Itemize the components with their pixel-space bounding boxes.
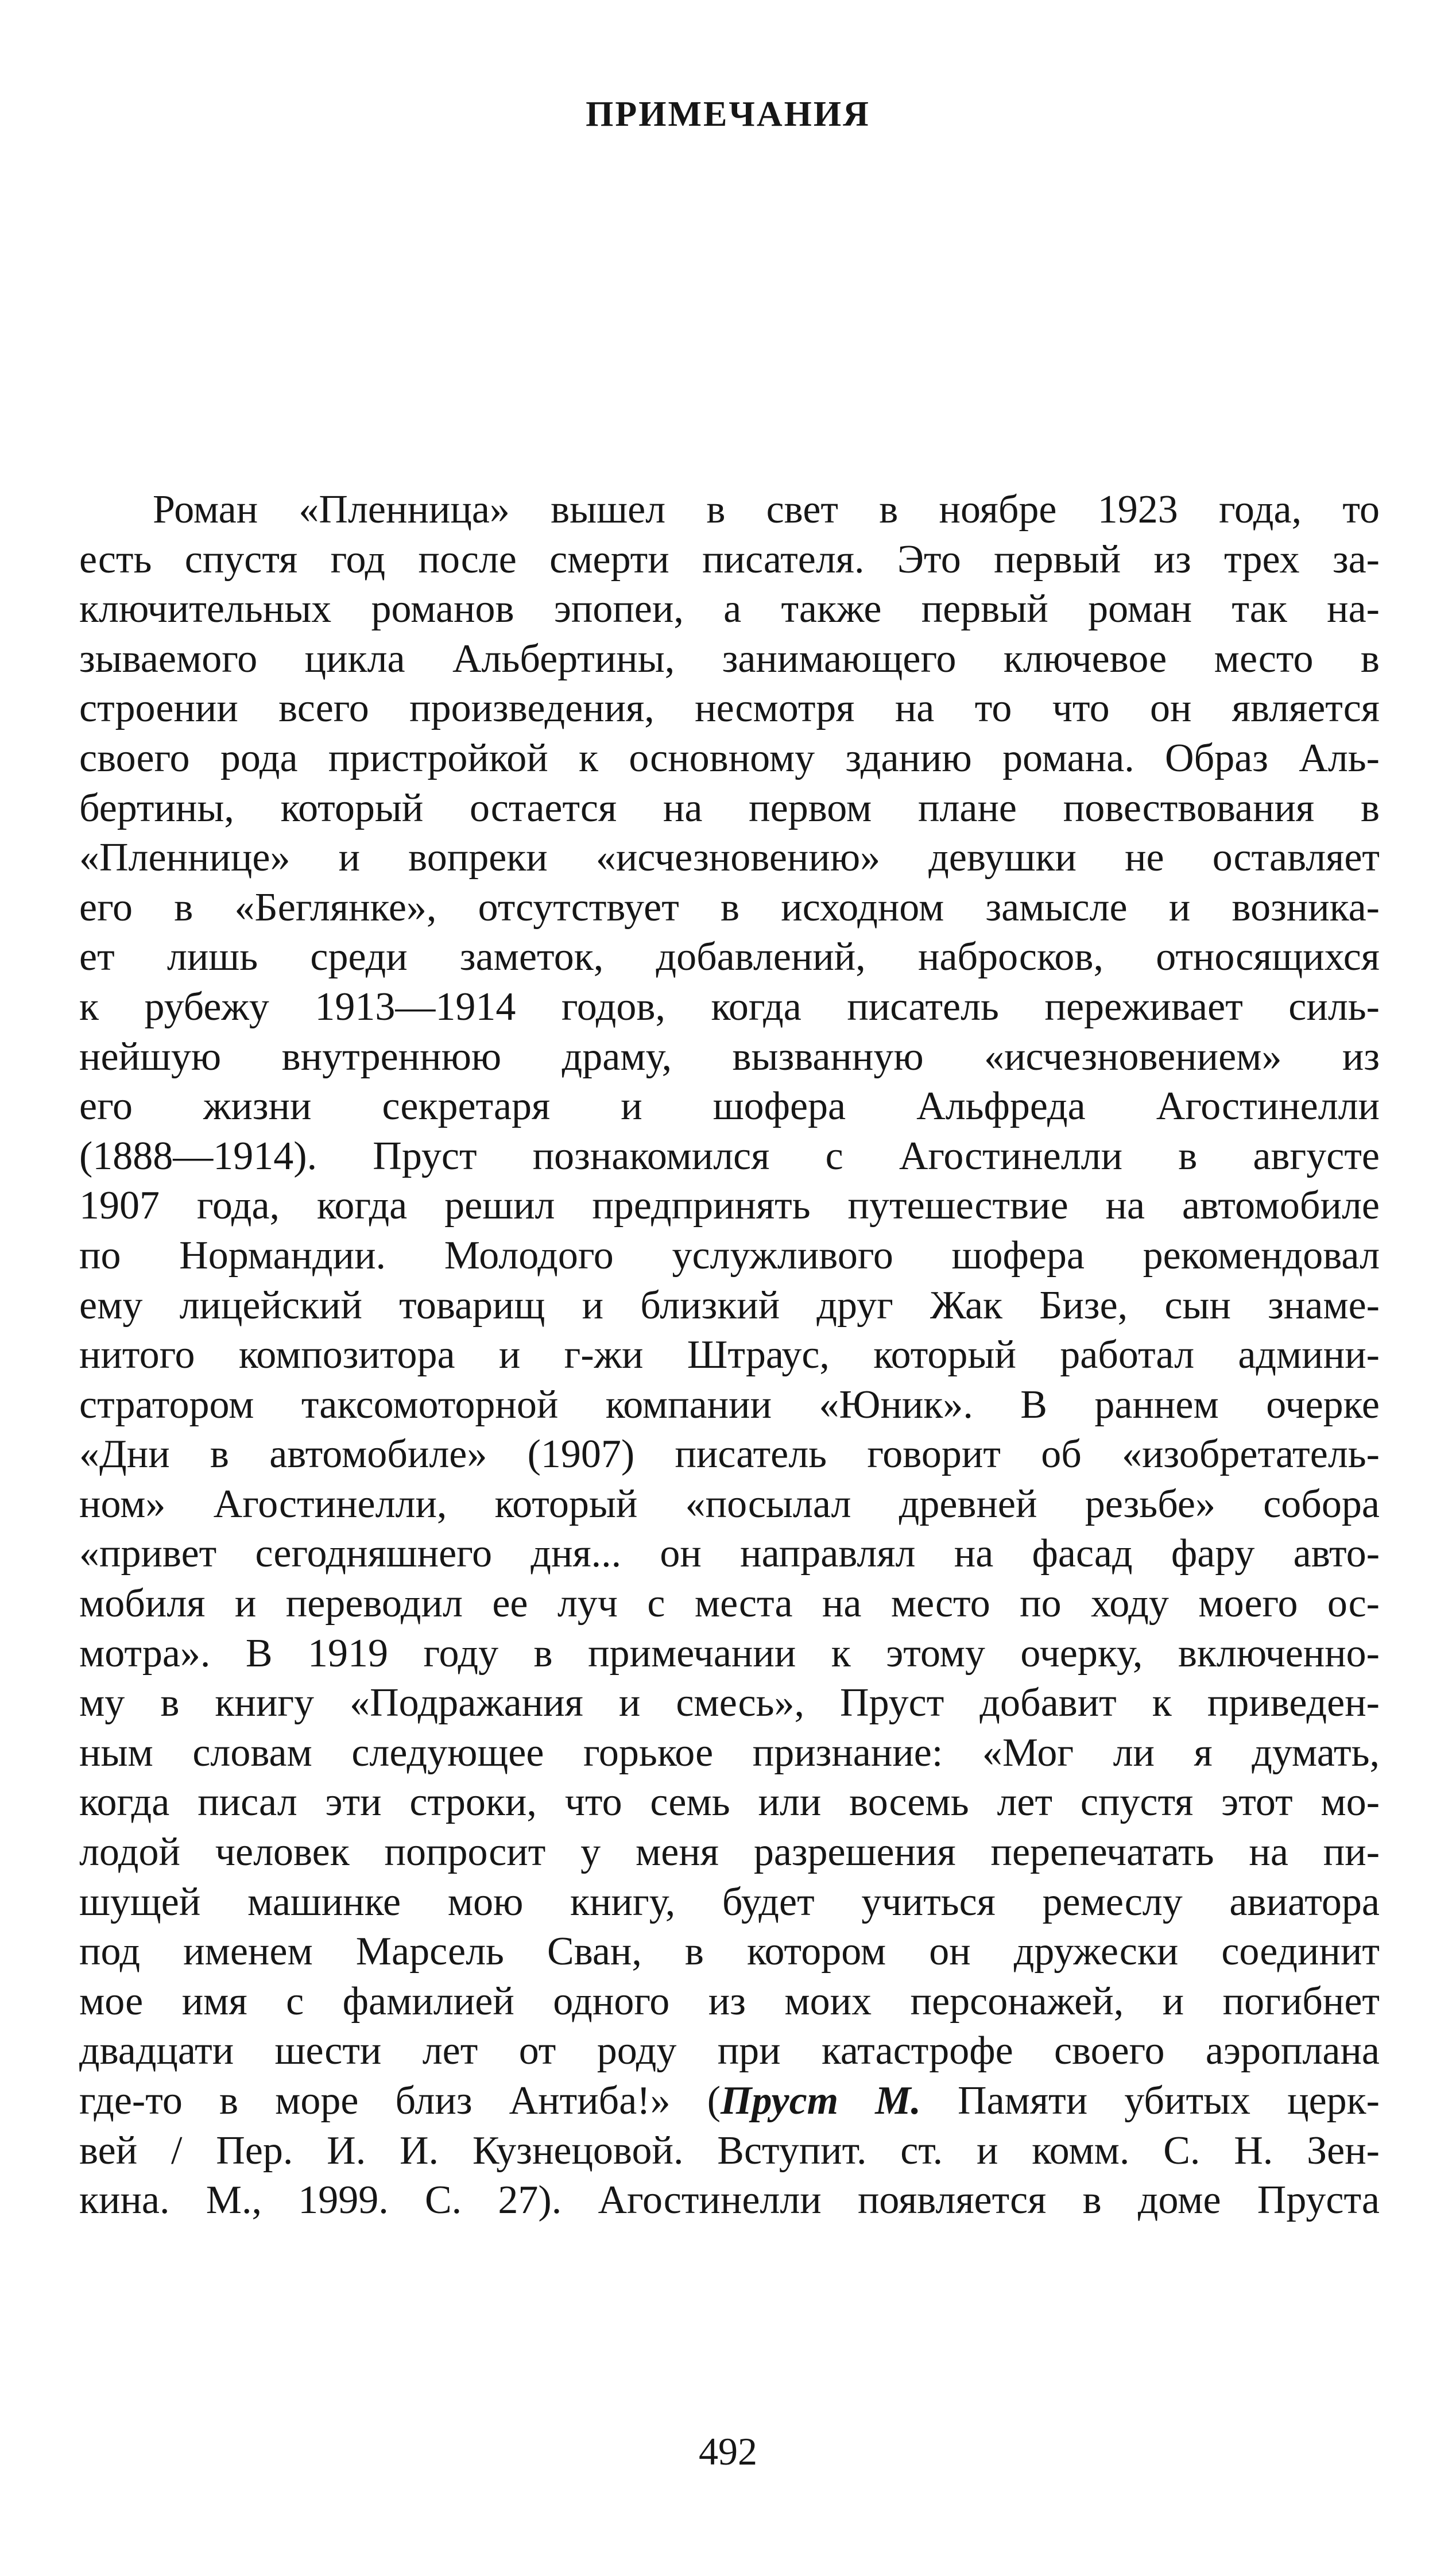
text-line: вей / Пер. И. И. Кузнецовой. Вступит. ст. и комм. С. Н. Зен-	[79, 2128, 1380, 2173]
text-line: двадцати шести лет от роду при катастрофе своего аэроплана	[79, 2029, 1380, 2074]
text-line: под именем Марсель Сван, в котором он дружески соединит	[79, 1929, 1380, 1974]
text-line: ным словам следующее горькое признание: «Мог ли я думать,	[79, 1730, 1380, 1775]
text-line	[79, 2076, 1380, 2126]
text-line: по Нормандии. Молодого услужливого шофера рекомендовал	[79, 1233, 1380, 1278]
text-line: шущей машинке мою книгу, будет учиться ремеслу авиатора	[79, 1879, 1380, 1924]
text-line: 1907 года, когда решил предпринять путешествие на автомобиле	[79, 1183, 1380, 1228]
text-line: нитого композитора и г-жи Штраус, который работал админи-	[79, 1333, 1380, 1378]
text-line: зываемого цикла Альбертины, занимающего ключевое место в	[79, 636, 1380, 681]
text-line: мотра». В 1919 году в примечании к этому очерку, включенно-	[79, 1631, 1380, 1676]
text-line: ном» Агостинелли, который «посылал древней резьбе» собора	[79, 1481, 1380, 1526]
text-line: мое имя с фамилией одного из моих персонажей, и погибнет	[79, 1979, 1380, 2024]
text-line: когда писал эти строки, что семь или восемь лет спустя этот мо-	[79, 1780, 1380, 1825]
text-line: «Пленнице» и вопреки «исчезновению» девушки не оставляет	[79, 835, 1380, 880]
cited-author: Пруст М.	[721, 2079, 921, 2123]
text-line: есть спустя год после смерти писателя. Это первый из трех за-	[79, 537, 1380, 582]
text-line: нейшую внутреннюю драму, вызванную «исчезновением» из	[79, 1034, 1380, 1079]
text-line: мобиля и переводил ее луч с места на место по ходу моего ос-	[79, 1581, 1380, 1626]
text-line: ключительных романов эпопеи, а также первый роман так на-	[79, 587, 1380, 632]
text-line: его жизни секретаря и шофера Альфреда Агостинелли	[79, 1084, 1380, 1129]
text-line: кина. М., 1999. С. 27). Агостинелли появляется в доме Пруста	[79, 2178, 1380, 2223]
text-line: лодой человек попросит у меня разрешения перепечатать на пи-	[79, 1830, 1380, 1875]
text-line: Роман «Пленница» вышел в свет в ноябре 1923 года, то	[153, 488, 1380, 532]
text-line: к рубежу 1913—1914 годов, когда писатель переживает силь-	[79, 984, 1380, 1029]
text-line: его в «Беглянке», отсутствует в исходном замысле и возника-	[79, 885, 1380, 930]
text-line: стратором таксомоторной компании «Юник». В раннем очерке	[79, 1382, 1380, 1427]
text-line: ет лишь среди заметок, добавлений, набросков, относящихся	[79, 935, 1380, 980]
text-line: (1888—1914). Пруст познакомился с Агостинелли в августе	[79, 1134, 1380, 1178]
text-segment: Памяти убитых церк-	[920, 2079, 1380, 2123]
text-line: строении всего произведения, несмотря на то что он является	[79, 686, 1380, 731]
text-line: му в книгу «Подражания и смесь», Пруст добавит к приведен-	[79, 1681, 1380, 1726]
text-line: «привет сегодняшнего дня... он направлял на фасад фару авто-	[79, 1531, 1380, 1576]
text-line: своего рода пристройкой к основному зданию романа. Образ Аль-	[79, 736, 1380, 780]
text-line: ему лицейский товарищ и близкий друг Жак Бизе, сын знаме-	[79, 1283, 1380, 1328]
text-line: «Дни в автомобиле» (1907) писатель говорит об «изобретатель-	[79, 1432, 1380, 1477]
page-title: ПРИМЕЧАНИЯ	[586, 95, 870, 134]
text-segment: где-то в море близ Антиба!» (	[79, 2079, 721, 2123]
note-paragraph	[79, 485, 1380, 2226]
page-number: 492	[699, 2430, 757, 2473]
text-line: бертины, который остается на первом плане повествования в	[79, 786, 1380, 830]
